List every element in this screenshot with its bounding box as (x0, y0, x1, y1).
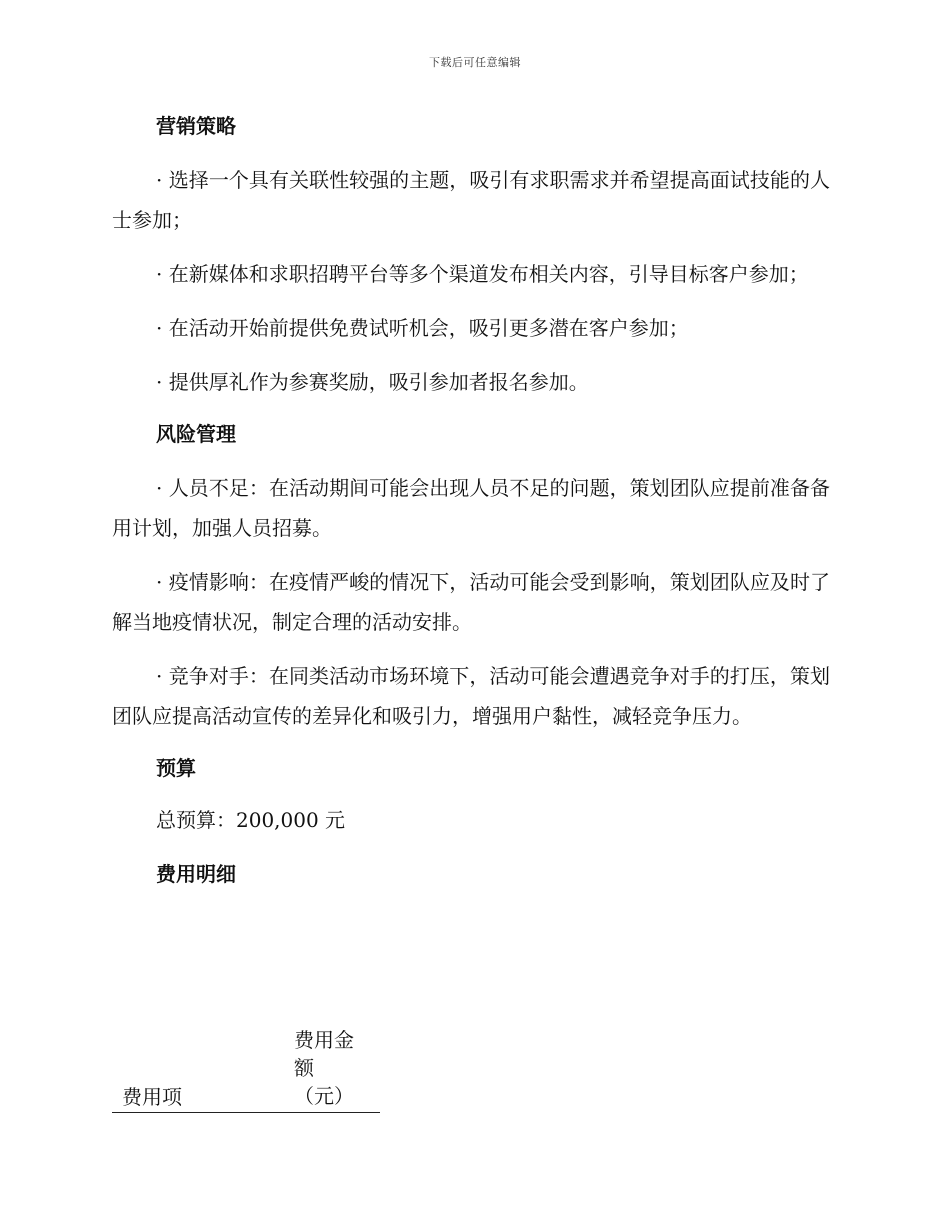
budget-total: 总预算：200,000 元 (156, 808, 346, 832)
marketing-item: · 在新媒体和求职招聘平台等多个渠道发布相关内容，引导目标客户参加； (156, 262, 809, 286)
budget-heading: 预算 (156, 756, 196, 780)
risk-item: · 竞争对手：在同类活动市场环境下，活动可能会遭遇竞争对手的打压，策划团队应提高活动宣传的差异化和吸引力，增强用户黏性，减轻竞争压力。 (112, 664, 830, 728)
marketing-item: · 提供厚礼作为参赛奖励，吸引参加者报名参加。 (156, 370, 589, 394)
cost-amount-header-line: 费用金 (294, 1028, 354, 1052)
risk-item: · 疫情影响：在疫情严峻的情况下，活动可能会受到影响，策划团队应及时了解当地疫情状况，制定合理的活动安排。 (112, 570, 830, 634)
cost-table (112, 1026, 380, 1113)
marketing-item: · 选择一个具有关联性较强的主题，吸引有求职需求并希望提高面试技能的人士参加； (112, 168, 830, 232)
document-body (112, 108, 830, 908)
page-header: 下载后可任意编辑 (429, 56, 521, 69)
marketing-heading: 营销策略 (156, 114, 236, 138)
cost-table-header-row (112, 1026, 380, 1113)
marketing-item: · 在活动开始前提供免费试听机会，吸引更多潜在客户参加； (156, 316, 689, 340)
cost-amount-header-line: （元） (294, 1084, 354, 1108)
cost-detail-heading: 费用明细 (156, 862, 236, 886)
cost-amount-header-line: 额 (294, 1056, 314, 1080)
risk-item: · 人员不足：在活动期间可能会出现人员不足的问题，策划团队应提前准备备用计划，加强人员招募。 (112, 476, 830, 540)
cost-table-header-amount (294, 1026, 380, 1113)
risk-heading: 风险管理 (156, 422, 236, 446)
cost-table-header-item: 费用项 (112, 1026, 294, 1113)
